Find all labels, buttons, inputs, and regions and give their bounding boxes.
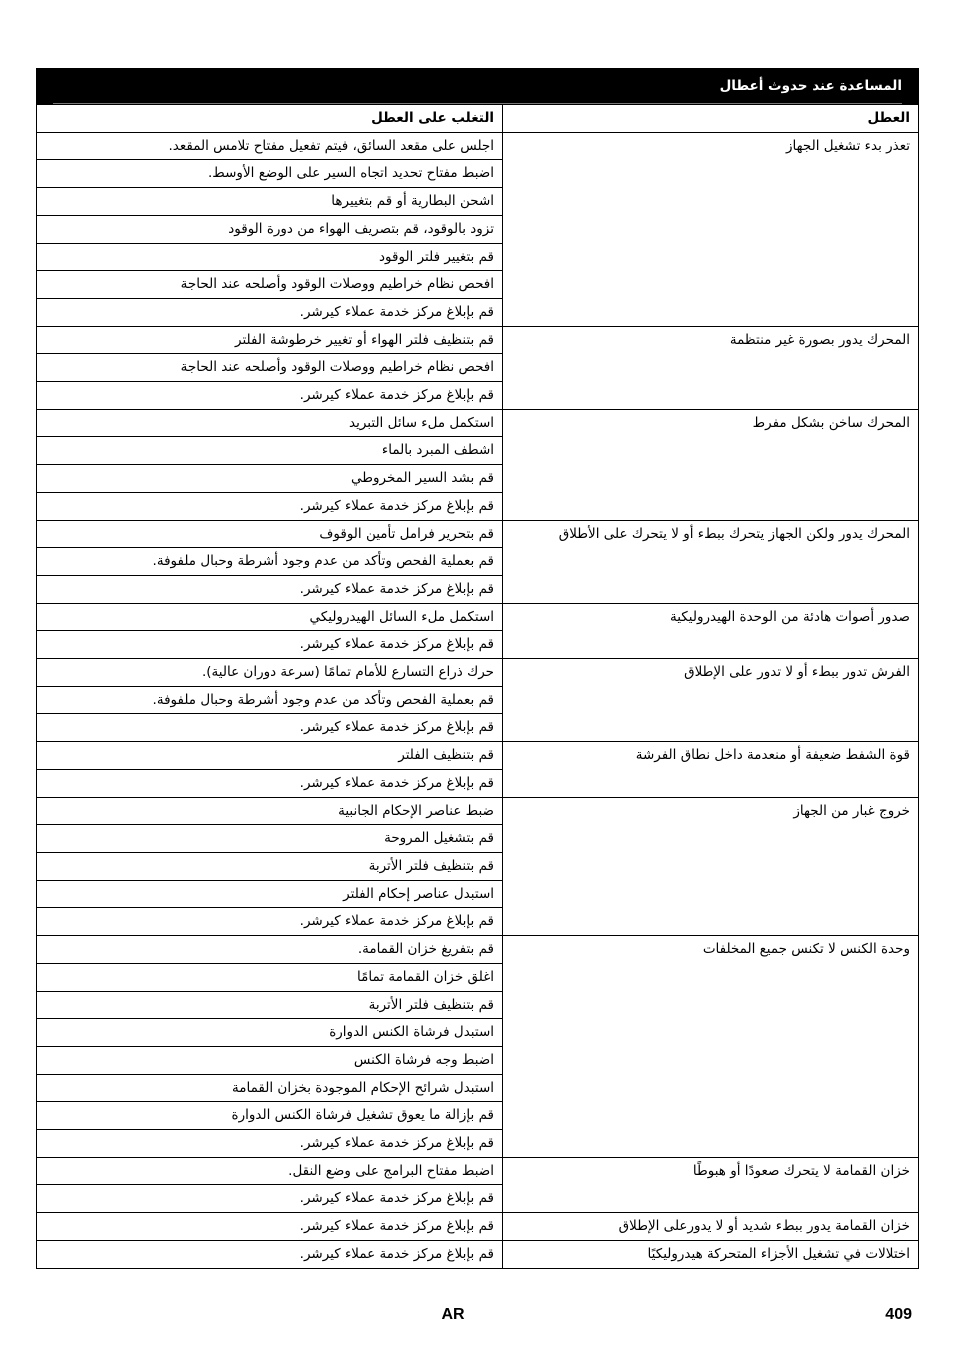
remedy-cell: قم بإبلاغ مركز خدمة عملاء كيرشر. <box>37 1185 503 1213</box>
table-title-cell <box>37 69 919 105</box>
remedy-cell: اغلق خزان القمامة تمامًا <box>37 963 503 991</box>
remedy-cell: قم بإبلاغ مركز خدمة عملاء كيرشر. <box>37 1213 503 1241</box>
remedy-cell: افحص نظام خراطيم ووصلات الوقود وأصلحه عند الحاجة <box>37 354 503 382</box>
table-row <box>37 797 919 825</box>
remedy-cell: اضبط مفتاح البرامج على وضع النقل. <box>37 1157 503 1185</box>
remedy-cell: قم بإبلاغ مركز خدمة عملاء كيرشر. <box>37 1240 503 1268</box>
remedy-cell: استبدل فرشاة الكنس الدوارة <box>37 1019 503 1047</box>
table-row <box>37 1157 919 1185</box>
troubleshooting-table <box>36 68 919 1269</box>
remedy-cell: قم بعملية الفحص وتأكد من عدم وجود أشرطة وحبال ملفوفة. <box>37 686 503 714</box>
remedy-cell: قم بتفريغ خزان القمامة. <box>37 936 503 964</box>
table-row <box>37 742 919 770</box>
remedy-cell: قم بإبلاغ مركز خدمة عملاء كيرشر. <box>37 492 503 520</box>
remedy-cell: قم بتشغيل المروحة <box>37 825 503 853</box>
remedy-cell: قم بتغيير فلتر الوقود <box>37 243 503 271</box>
remedy-cell: قم بإبلاغ مركز خدمة عملاء كيرشر. <box>37 769 503 797</box>
column-header-row <box>37 105 919 133</box>
table-row <box>37 409 919 437</box>
remedy-cell: قم بإبلاغ مركز خدمة عملاء كيرشر. <box>37 382 503 410</box>
remedy-cell: تزود بالوقود، قم بتصريف الهواء من دورة الوقود <box>37 215 503 243</box>
remedy-cell: قم بتحرير فرامل تأمين الوقوف <box>37 520 503 548</box>
table-row <box>37 326 919 354</box>
remedy-cell: قم بعملية الفحص وتأكد من عدم وجود أشرطة وحبال ملفوفة. <box>37 548 503 576</box>
table-row <box>37 1213 919 1241</box>
table-title-row <box>37 69 919 105</box>
remedy-cell: اشحن البطارية أو قم بتغييرها <box>37 188 503 216</box>
remedy-cell: استبدل عناصر إحكام الفلتر <box>37 880 503 908</box>
fault-cell: خزان القمامة لا يتحرك صعودًا أو هبوطًا <box>503 1157 919 1212</box>
fault-cell: المحرك يدور بصورة غير منتظمة <box>503 326 919 409</box>
fault-cell: الفرش تدور ببطء أو لا تدور على الإطلاق <box>503 659 919 742</box>
table-row <box>37 659 919 687</box>
remedy-cell: قم بإبلاغ مركز خدمة عملاء كيرشر. <box>37 575 503 603</box>
remedy-cell: قم بتنظيف فلتر الهواء أو تغيير خرطوشة الفلتر <box>37 326 503 354</box>
table-row <box>37 603 919 631</box>
remedy-column-header: التغلب على العطل <box>37 105 503 133</box>
remedy-cell: اجلس على مقعد السائق، فيتم تفعيل مفتاح تلامس المقعد. <box>37 132 503 160</box>
remedy-cell: قم بتنظيف فلتر الأتربة <box>37 852 503 880</box>
remedy-cell: اضبط وجه فرشاة الكنس <box>37 1046 503 1074</box>
table-row <box>37 936 919 964</box>
fault-cell: وحدة الكنس لا تكنس جميع المخلفات <box>503 936 919 1158</box>
remedy-cell: افحص نظام خراطيم ووصلات الوقود وأصلحه عند الحاجة <box>37 271 503 299</box>
fault-column-header: العطل <box>503 105 919 133</box>
remedy-cell: قم بإبلاغ مركز خدمة عملاء كيرشر. <box>37 714 503 742</box>
remedy-cell: حرك ذراع التسارع للأمام تمامًا (سرعة دوران عالية). <box>37 659 503 687</box>
table-row <box>37 1240 919 1268</box>
page-number: 409 <box>885 1306 912 1323</box>
remedy-cell: قم بإزالة ما يعوق تشغيل فرشاة الكنس الدوارة <box>37 1102 503 1130</box>
remedy-cell: استكمل ملء السائل الهيدروليكي <box>37 603 503 631</box>
remedy-cell: قم بإبلاغ مركز خدمة عملاء كيرشر. <box>37 908 503 936</box>
footer-language: AR <box>441 1306 465 1323</box>
table-row <box>37 132 919 160</box>
remedy-cell: اشطف المبرد بالماء <box>37 437 503 465</box>
remedy-cell: قم بشد السير المخروطي <box>37 465 503 493</box>
table-row <box>37 520 919 548</box>
remedy-cell: ضبط عناصر الإحكام الجانبية <box>37 797 503 825</box>
fault-cell: قوة الشفط ضعيفة أو منعدمة داخل نطاق الفرشة <box>503 742 919 797</box>
remedy-cell: قم بإبلاغ مركز خدمة عملاء كيرشر. <box>37 631 503 659</box>
remedy-cell: قم بإبلاغ مركز خدمة عملاء كيرشر. <box>37 298 503 326</box>
fault-cell: المحرك ساخن بشكل مفرط <box>503 409 919 520</box>
fault-cell: خروج غبار من الجهاز <box>503 797 919 936</box>
remedy-cell: استبدل شرائح الإحكام الموجودة بخزان القمامة <box>37 1074 503 1102</box>
remedy-cell: قم بإبلاغ مركز خدمة عملاء كيرشر. <box>37 1130 503 1158</box>
table-body <box>37 132 919 1268</box>
fault-cell: المحرك يدور ولكن الجهاز يتحرك ببطء أو لا يتحرك على الأطلاق <box>503 520 919 603</box>
remedy-cell: اضبط مفتاح تحديد اتجاه السير على الوضع الأوسط. <box>37 160 503 188</box>
fault-cell: تعذر بدء تشغيل الجهاز <box>503 132 919 326</box>
remedy-cell: استكمل ملء سائل التبريد <box>37 409 503 437</box>
remedy-cell: قم بتنظيف فلتر الأتربة <box>37 991 503 1019</box>
fault-cell: اختلالات في تشغيل الأجزاء المتحركة هيدروليكيًا <box>503 1240 919 1268</box>
remedy-cell: قم بتنظيف الفلتر <box>37 742 503 770</box>
fault-cell: صدور أصوات هادئة من الوحدة الهيدروليكية <box>503 603 919 658</box>
table-title: المساعدة عند حدوث أعطال <box>53 69 902 104</box>
fault-cell: خزان القمامة يدور ببطء شديد أو لا يدورعلى الإطلاق <box>503 1213 919 1241</box>
